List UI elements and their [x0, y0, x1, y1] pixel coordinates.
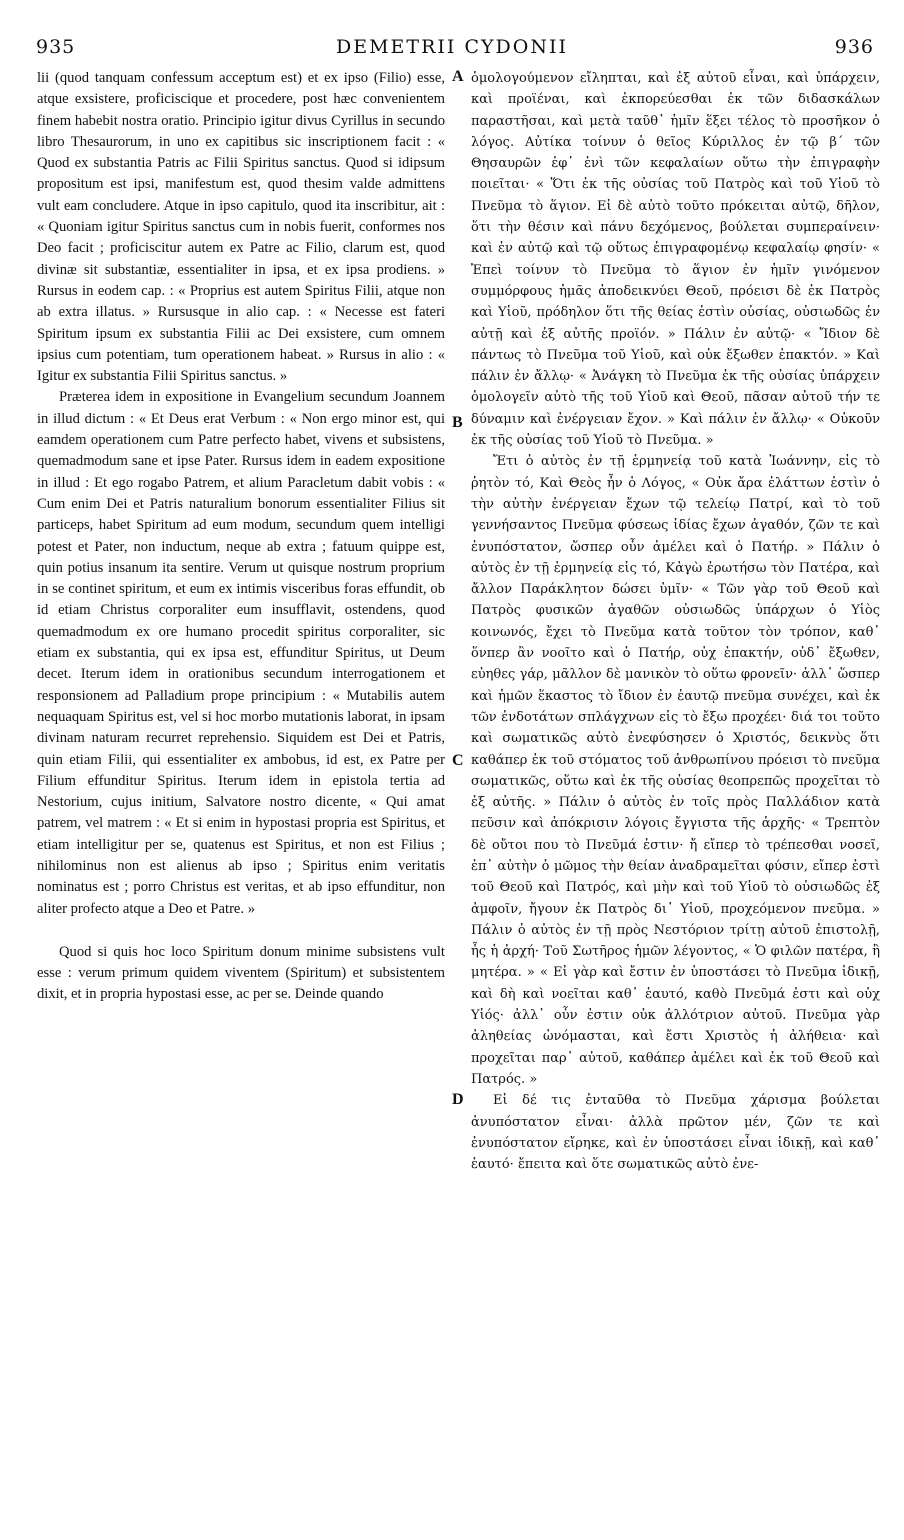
latin-paragraph-2: Præterea idem in expositione in Evangelium secundum Joannem in illud dictum : « Et Deus erat Verbum : « Non ergo minor est, qui eamdem operationem cum Patre perfecto habet, vivens et subsistens, quemadmodum sane et ipse Pater. Rursus idem in eadem expositione in illud : Et ego rogabo Patrem, et alium Paracletum dabit vobis : « Cum enim Dei et Patris naturalium bonorum essentialiter Filius sit particeps, habet Spiritum ad eum modum, secundum quem intelligi potest et Pater, non inductum, neque ab extra ; fatuum quippe est, quin potius insanum ita sentire. Verum ut quisque nostrum proprium in se continet spiritum, et eum ex intimis visceribus foras effundit, ob id etiam Christus corporaliter eum insufflavit, ostendens, quod quemadmodum ex ore humano procedit spiritus corporaliter, sic etiam ex substantia, qui ex ipsa est, effunditur Spiritus, ut Deum decet. Iterum idem in orationibus secundum interrogationem et responsionem ad Palladium prope principium : « Mutabilis autem nequaquam Spiritus est, vel si hoc morbo mutationis laborat, in ipsam divinam naturam recurret reprehensio. Siquidem est Dei et Patris, quin etiam Filii, qui essentialiter ex ambobus, id est, ex Patre per Filium effunditur Spiritus. Iterum idem in epistola tertia ad Nestorium, cujus initium, Salvatore nostro dicente, « Qui amat patrem, vel matrem : « Et si enim in hypostasi propria est Spiritus, et etiam intelligitur per se, quatenus est Spiritus, et non est Filius ; nihilominus non est alienus ab ipso ; Spiritus enim veritatis nominatus est ; porro Christus est veritas, et ab ipso effunditur, non aliter profecto atque a Deo et Patre. »: [37, 389, 445, 917]
greek-paragraph-3: Εἰ δέ τις ἐνταῦθα τὸ Πνεῦμα χάρισμα βούλεται ἀνυπόστατον εἶναι· ἀλλὰ πρῶτον μέν, ζῶν τε καὶ ἐνυπόστατον εἴρηκε, καὶ ἐν ὑποστάσει εἶναι ἰδικῇ, καὶ καθ᾿ ἑαυτό· ἔπειτα καὶ ὅτε σωματικῶς αὐτὸ ἐνε-: [471, 1093, 880, 1173]
greek-paragraph-2: Ἔτι ὁ αὐτὸς ἐν τῇ ἑρμηνείᾳ τοῦ κατὰ Ἰωάννην, εἰς τὸ ῥητὸν τό, Καὶ Θεὸς ἦν ὁ Λόγος, « Οὐκ ἄρα ἐλάττων ἐστὶν ὁ τὴν αὐτὴν ἐνέργειαν ἔχων τῷ τελείῳ Πατρί, καὶ τὸ τοῦ γεννήσαντος Πνεῦμα φύσεως ἰδίας ἔχων ἀγαθόν, ζῶν τε καὶ ἐνυπόστατον, ὥσπερ οὖν ἀμέλει καὶ ὁ Πατήρ. » Πάλιν ὁ αὐτὸς ἐν τῇ ἑρμηνείᾳ εἰς τό, Κἀγὼ ἐρωτήσω τὸν Πατέρα, καὶ ἄλλον Παράκλητον δώσει ὑμῖν· « Τῶν γὰρ τοῦ Θεοῦ καὶ Πατρὸς φυσικῶν ἀγαθῶν οὐσιωδῶς ὑπάρχων ὁ Υἱὸς κοινωνός, ἔχει τὸ Πνεῦμα κατὰ τοῦτον τὸν τρόπον, καθ᾿ ὅνπερ ἂν νοοῖτο καὶ ὁ Πατήρ, οὐχ ἐπακτήν, οὐδ᾿ ἔξωθεν, εὐηθες γάρ, μᾶλλον δὲ μανικὸν τὸ οὕτω φρονεῖν· ἀλλ᾿ ὥσπερ καὶ ἡμῶν ἕκαστος τὸ ἴδιον ἐν ἑαυτῷ πνεῦμα συνέχει, καὶ ἐκ τῶν ἐνδοτάτων σπλάγχνων εἰς τὸ ἔξω προχέει· διά τοι τοῦτο καὶ σωματικῶς αὐτὸ ἐνεφύσησεν ὁ Χριστός, δεικνὺς ὅτι καθάπερ ἐκ τοῦ στόματος τοῦ ἀνθρωπίνου πρόεισι τὸ πνεῦμα σωματικῶς, οὕτω καὶ ἐκ τῆς οὐσίας θεοπρεπῶς προχεῖται τὸ ἐξ αὐτῆς. » Πάλιν ὁ αὐτὸς ἐν τοῖς πρὸς Παλλάδιον κατὰ πεῦσιν καὶ ἀπόκρισιν λόγοις ἔγγιστα τῆς ἀρχῆς· « Τρεπτὸν δὲ οὔτοι που τὸ Πνεῦμά ἐστιν· ἤ εἴπερ τὸ τρέπεσθαι νοσεῖ, ἐπ᾿ αὐτὴν ὁ μῶμος τὴν θείαν ἀναδραμεῖται φύσιν, εἴπερ ἐστὶ τοῦ Θεοῦ καὶ Πατρός, καὶ μὴν καὶ τοῦ Υἱοῦ τὸ οὐσιωδῶς ἐξ ἀμφοῖν, ἤγουν ἐκ Πατρὸς δι᾿ Υἱοῦ, προχεόμενον πνεῦμα. » Πάλιν ὁ αὐτὸς ἐν τῇ πρὸς Νεστόριον τρίτῃ αὐτοῦ ἐπιστολῇ, ἧς ἡ ἀρχή· Τοῦ Σωτῆρος ἡμῶν λέγοντος, « Ὁ φιλῶν πατέρα, ἢ μητέρα. » « Εἰ γὰρ καὶ ἔστιν ἐν ὑποστάσει τὸ Πνεῦμα ἰδικῇ, καὶ δὴ καὶ νοεῖται καθ᾿ ἑαυτό, καθὸ Πνεῦμά ἐστι καὶ οὐχ Υἱός· ἀλλ᾿ οὖν ἐστιν οὐκ ἀλλότριον αὐτοῦ. Πνεῦμα γὰρ ἀληθείας ὠνόμασται, καὶ ἔστι Χριστὸς ἡ ἀλήθεια· καὶ προχεῖται παρ᾿ αὐτοῦ, καθάπερ ἀμέλει καὶ ἐκ τοῦ Θεοῦ καὶ Πατρός. »: [471, 454, 880, 1087]
margin-marker-d: D: [452, 1091, 464, 1108]
page-number-right: 936: [834, 36, 874, 58]
margin-marker-a: A: [452, 68, 464, 85]
latin-paragraph-1: lii (quod tanquam confessum acceptum est) et ex ipso (Filio) esse, atque exsistere, proficiscique et procedere, post hæc convenientem finem habebit nostra oratio. Principio igitur divus Cyrillus in secundo libro Thesaurorum, in uno ex capitibus sic inscriptionem facit : « Quod ex substantia Patris ac Filii Spiritus sanctus. Quod si idipsum propositum est ipsi, manifestum est, quod thesim valde admittens vult eam concludere. Atque in ipso capitulo, quod ita inscribitur, ait : « Quoniam igitur Spiritus sanctus cum in nobis fuerit, conformes nos Deo facit ; proficiscitur autem ex Patre ac Filio, clarum est, quod divinæ sit substantiæ, essentialiter in ipsa, et ex ipsa prodiens. » Rursus in eodem cap. : « Proprius est autem Spiritus Filii, atque non ab extra illatus. » Rursusque in alio cap. : « Necesse est fateri Spiritum ipsum ex substantia Filii ac Dei exsistere, cum omnem ipsius cum potentiam, tum operationem habeat. » Rursus in alio : « Igitur ex substantia Filii Spiritus sanctus. »: [37, 70, 445, 385]
page-number-left: 935: [36, 36, 76, 58]
running-title: DEMETRII CYDONII: [336, 36, 568, 58]
latin-paragraph-3: Quod si quis hoc loco Spiritum donum minime subsistens vult esse : verum primum quidem viventem (Spiritum) et subsistentem dixit, et in propria hypostasi esse, ac per se. Deinde quando: [37, 943, 445, 1003]
margin-marker-b: B: [452, 414, 463, 431]
greek-paragraph-1: ὁμολογούμενον εἴληπται, καὶ ἐξ αὐτοῦ εἶναι, καὶ ὑπάρχειν, καὶ προϊέναι, καὶ ἐκπορεύεσθαι ἐκ τῶν διδασκάλων παραστῆσαι, καὶ μετὰ ταῦθ᾿ ἡμῖν ἕξει τέλος τὸ προσῆκον ὁ λόγος. Αὐτίκα τοίνυν ὁ θεῖος Κύριλλος ἐν τῷ β´ τῶν Θησαυρῶν ἐφ᾿ ἑνὶ τῶν κεφαλαίων οὕτω τὴν ἐπιγραφὴν ποιεῖται· « Ὅτι ἐκ τῆς οὐσίας τοῦ Πατρὸς καὶ τοῦ Υἱοῦ τὸ Πνεῦμα τὸ ἅγιον. Εἰ δὲ αὐτὸ τοῦτο πρόκειται αὐτῷ, δῆλον, ὅτι τὴν θέσιν καὶ πάνυ δεχόμενος, βούλεται συμπεραίνειν· καὶ ἐν αὐτῷ καὶ τῷ οὕτως ἐπιγραφομένῳ κεφαλαίῳ φησίν· « Ἐπεὶ τοίνυν τὸ Πνεῦμα τὸ ἅγιον ἐν ἡμῖν γινόμενον συμμόρφους ἡμᾶς ἀποδεικνύει Θεοῦ, πρόεισι δὲ ἐκ Πατρὸς καὶ Υἱοῦ, πρόδηλον ὅτι τῆς θείας ἐστὶν οὐσίας, οὐσιωδῶς ἐν αὐτῇ καὶ ἐξ αὐτῆς προϊόν. » Πάλιν ἐν αὐτῷ· « Ἴδιον δὲ πάντως τὸ Πνεῦμα τοῦ Υἱοῦ, καὶ οὐκ ἔξωθεν ἐπακτόν. » Καὶ πάλιν ἐν ἄλλῳ· « Ἀνάγκη τὸ Πνεῦμα ἐκ τῆς οὐσίας ὑπάρχειν ὁμολογεῖν αὐτὸ τῆς τοῦ Υἱοῦ καὶ Θεοῦ, πᾶσαν αὐτοῦ τήν τε δύναμιν καὶ ἐνέργειαν ἔχον. » Καὶ πάλιν ἐν ἄλλῳ· « Οὐκοῦν ἐκ τῆς οὐσίας τοῦ Υἱοῦ τὸ Πνεῦμα. »: [471, 71, 880, 449]
latin-column: [37, 68, 445, 1006]
greek-column: [471, 68, 880, 1175]
margin-marker-c: C: [452, 752, 464, 769]
